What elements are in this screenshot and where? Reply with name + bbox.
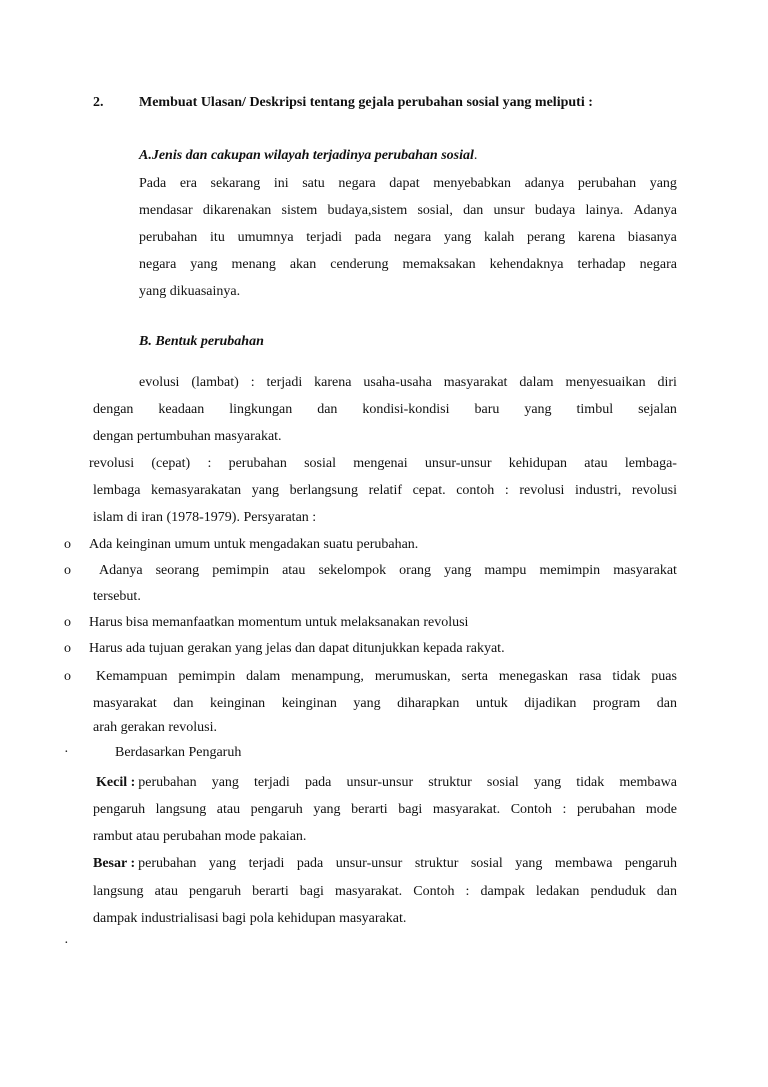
word: merumuskan, (374, 669, 451, 684)
revolusi-line-3: islam di iran (1978-1979). Persyaratan : (93, 510, 317, 525)
word: memaksakan (402, 257, 476, 272)
word: sekelompok (318, 563, 387, 578)
word: masyarakat. (432, 802, 501, 817)
word: bagi (299, 884, 324, 899)
word: yang (190, 257, 218, 272)
word: (cepat) (151, 456, 191, 471)
word: perubahan (228, 456, 287, 471)
word: Contoh (510, 802, 552, 817)
bullet-marker: o (64, 563, 71, 578)
paragraph-a-line-3 (139, 230, 677, 246)
word: (lambat) (191, 375, 239, 390)
word: negara (139, 257, 177, 272)
subsection-a-title (139, 148, 477, 164)
paragraph-a-line-1 (139, 176, 677, 192)
word: pengaruh (250, 802, 303, 817)
word: masyarakat. (334, 884, 403, 899)
word: masyarakat (613, 563, 677, 578)
word: Adanya (633, 203, 677, 218)
word: lembaga (93, 483, 141, 498)
word: terhadap (577, 257, 626, 272)
word: kondisi-kondisi (362, 402, 450, 417)
word: Pada (139, 176, 167, 191)
word: atau (216, 802, 241, 817)
word: pemimpin (212, 563, 269, 578)
word: karena (314, 375, 352, 390)
word: unsur-unsur (346, 775, 414, 790)
word: membawa (554, 856, 613, 871)
word: Adanya (99, 563, 143, 578)
word: pengaruh (189, 884, 242, 899)
word: puas (651, 669, 677, 684)
besar-line-1-text (138, 856, 677, 872)
word: sistem (281, 203, 318, 218)
word: dan (656, 696, 677, 711)
word: langsung (155, 802, 207, 817)
word: diharapkan (397, 696, 460, 711)
word: revolusi (89, 456, 135, 471)
word: program (592, 696, 641, 711)
word: atau (584, 456, 608, 471)
word: terjadi (248, 856, 285, 871)
word: unsur-unsur (424, 456, 492, 471)
subsection-b-title: B. Bentuk perubahan (139, 334, 264, 349)
word: lembaga- (624, 456, 677, 471)
word: memimpin (539, 563, 601, 578)
word: lingkungan (229, 402, 293, 417)
word: menyesuaikan (565, 375, 646, 390)
word: seorang (155, 563, 200, 578)
word: umumnya (237, 230, 294, 245)
word: : (250, 375, 255, 390)
word: sosial (304, 456, 336, 471)
word: perubahan (139, 230, 198, 245)
bullet-item-2-line-2: tersebut. (93, 589, 141, 604)
word: lainya. (585, 203, 624, 218)
word: yang (515, 856, 543, 871)
kecil-line-1 (96, 775, 677, 791)
word: langsung (93, 884, 144, 899)
word: cepat. (412, 483, 446, 498)
revolusi-line-1 (89, 456, 677, 472)
bullet-item-5-line-3: arah gerakan revolusi. (93, 720, 217, 735)
word: perubahan (577, 176, 637, 191)
word: pada (296, 856, 324, 871)
word: masyarakat (443, 375, 508, 390)
word: relatif (368, 483, 402, 498)
evolusi-line-2 (93, 402, 677, 418)
word: dan (173, 696, 194, 711)
word: sejalan (638, 402, 677, 417)
bullet-marker: o (64, 641, 71, 656)
word: yang (649, 176, 677, 191)
word: berarti (351, 802, 388, 817)
word: pengaruh (624, 856, 677, 871)
word: pemimpin (178, 669, 236, 684)
word: menyebabkan (433, 176, 511, 191)
word: kalah (483, 230, 515, 245)
bullet-item-3: Harus bisa memanfaatkan momentum untuk melaksanakan revolusi (89, 615, 469, 630)
pengaruh-marker: · (64, 745, 69, 760)
word: Kemampuan (96, 669, 168, 684)
word: evolusi (139, 375, 180, 390)
bullet-item-1: Ada keinginan umum untuk mengadakan suatu perubahan. (89, 537, 419, 552)
word: berarti (252, 884, 289, 899)
kecil-line-2 (93, 802, 677, 818)
word: yang (353, 696, 381, 711)
revolusi-line-2 (93, 483, 677, 499)
word: adanya (524, 176, 565, 191)
word: revolusi (631, 483, 677, 498)
word: baru (474, 402, 500, 417)
word: untuk (475, 696, 508, 711)
word: yang (524, 402, 552, 417)
word: menang (231, 257, 276, 272)
word: yang (211, 775, 239, 790)
word: sekarang (210, 176, 261, 191)
word: dijadikan (524, 696, 577, 711)
word: yang (444, 230, 472, 245)
word: sosial (470, 856, 503, 871)
word: yang (533, 775, 562, 790)
word: negara (393, 230, 432, 245)
word: sosial, (417, 203, 453, 218)
word: timbul (576, 402, 614, 417)
word: perubahan (138, 775, 197, 790)
word: sosial (486, 775, 519, 790)
word: dan (317, 402, 338, 417)
kecil-label: Kecil : (96, 775, 136, 790)
word: revolusi (519, 483, 565, 498)
word: keinginan (209, 696, 266, 711)
bullet-marker: o (64, 669, 71, 684)
word: pengaruh (93, 802, 146, 817)
word: pada (354, 230, 382, 245)
word: mampu (484, 563, 527, 578)
besar-line-2 (93, 884, 677, 900)
word: pada (304, 775, 332, 790)
kecil-line-1-text (138, 775, 677, 791)
word: terjadi (266, 375, 303, 390)
word: yang (208, 856, 237, 871)
bullet-item-5-line-2 (93, 696, 677, 712)
word: dan (463, 203, 484, 218)
bullet-item-5-line-1 (96, 669, 677, 685)
bullet-marker: o (64, 615, 71, 630)
word: itu (210, 230, 225, 245)
paragraph-a-line-4 (139, 257, 677, 273)
word: era (179, 176, 197, 191)
word: budaya,sistem (327, 203, 408, 218)
bullet-item-2-line-1 (99, 563, 677, 579)
word: akan (289, 257, 317, 272)
word: dalam (246, 669, 281, 684)
word: menampung, (291, 669, 364, 684)
evolusi-line-3: dengan pertumbuhan masyarakat. (93, 429, 282, 444)
word: kehendaknya (489, 257, 564, 272)
word: dalam (519, 375, 554, 390)
word: struktur (414, 856, 459, 871)
paragraph-a-line-2 (139, 203, 677, 219)
word: diri (657, 375, 677, 390)
word: dengan (93, 402, 134, 417)
word: contoh (456, 483, 495, 498)
word: yang (444, 563, 472, 578)
word: bagi (398, 802, 423, 817)
section-heading: Membuat Ulasan/ Deskripsi tentang gejala perubahan sosial yang meliputi : (139, 95, 593, 110)
word: perubahan (138, 856, 197, 871)
word: keadaan (158, 402, 205, 417)
word: mode (645, 802, 677, 817)
word: rasa (578, 669, 602, 684)
word: serta (461, 669, 488, 684)
word: terjadi (306, 230, 343, 245)
word: satu (302, 176, 325, 191)
besar-line-3: dampak industrialisasi bagi pola kehidupan masyarakat. (93, 911, 407, 926)
paragraph-a-line-5: yang dikuasainya. (139, 284, 241, 299)
word: penduduk (590, 884, 646, 899)
word: struktur (428, 775, 472, 790)
subsection-a-title-end: . (473, 148, 478, 163)
word: : (562, 802, 567, 817)
word: masyarakat (93, 696, 157, 711)
word: yang (251, 483, 279, 498)
word: perang (527, 230, 566, 245)
word: berlangsung (289, 483, 358, 498)
word: mendasar (139, 203, 193, 218)
word: orang (399, 563, 432, 578)
word: ledakan (535, 884, 580, 899)
word: : (465, 884, 470, 899)
word: dampak (480, 884, 525, 899)
word: tidak (612, 669, 641, 684)
word: yang (313, 802, 341, 817)
word: kemasyarakatan (151, 483, 242, 498)
word: usaha-usaha (363, 375, 432, 390)
word: negara (639, 257, 677, 272)
word: karena (577, 230, 616, 245)
word: unsur-unsur (335, 856, 403, 871)
word: : (207, 456, 212, 471)
word: biasanya (627, 230, 677, 245)
word: perubahan (576, 802, 636, 817)
word: menegaskan (498, 669, 569, 684)
word: ini (273, 176, 289, 191)
besar-label: Besar : (93, 856, 136, 871)
word: unsur (493, 203, 525, 218)
word: Contoh (413, 884, 455, 899)
bullet-marker: o (64, 537, 71, 552)
besar-line-1 (93, 856, 677, 872)
word: atau (154, 884, 178, 899)
bullet-item-4: Harus ada tujuan gerakan yang jelas dan dapat ditunjukkan kepada rakyat. (89, 641, 505, 656)
word: dan (656, 884, 677, 899)
word: negara (338, 176, 376, 191)
word: : (504, 483, 509, 498)
section-number: 2. (93, 95, 104, 110)
word: terjadi (254, 775, 290, 790)
kecil-line-3: rambut atau perubahan mode pakaian. (93, 829, 307, 844)
trailing-marker: · (64, 936, 69, 951)
word: keinginan (281, 696, 337, 711)
word: budaya (534, 203, 576, 218)
word: kehidupan (508, 456, 568, 471)
word: membawa (619, 775, 677, 790)
word: dikarenakan (202, 203, 272, 218)
pengaruh-title: Berdasarkan Pengaruh (115, 745, 242, 760)
word: cenderung (330, 257, 389, 272)
evolusi-line-1 (139, 375, 677, 391)
word: dapat (389, 176, 420, 191)
word: atau (282, 563, 306, 578)
subsection-a-title-text: A.Jenis dan cakupan wilayah terjadinya perubahan sosial (139, 148, 474, 163)
word: mengenai (353, 456, 408, 471)
word: industri, (575, 483, 622, 498)
word: tidak (576, 775, 605, 790)
